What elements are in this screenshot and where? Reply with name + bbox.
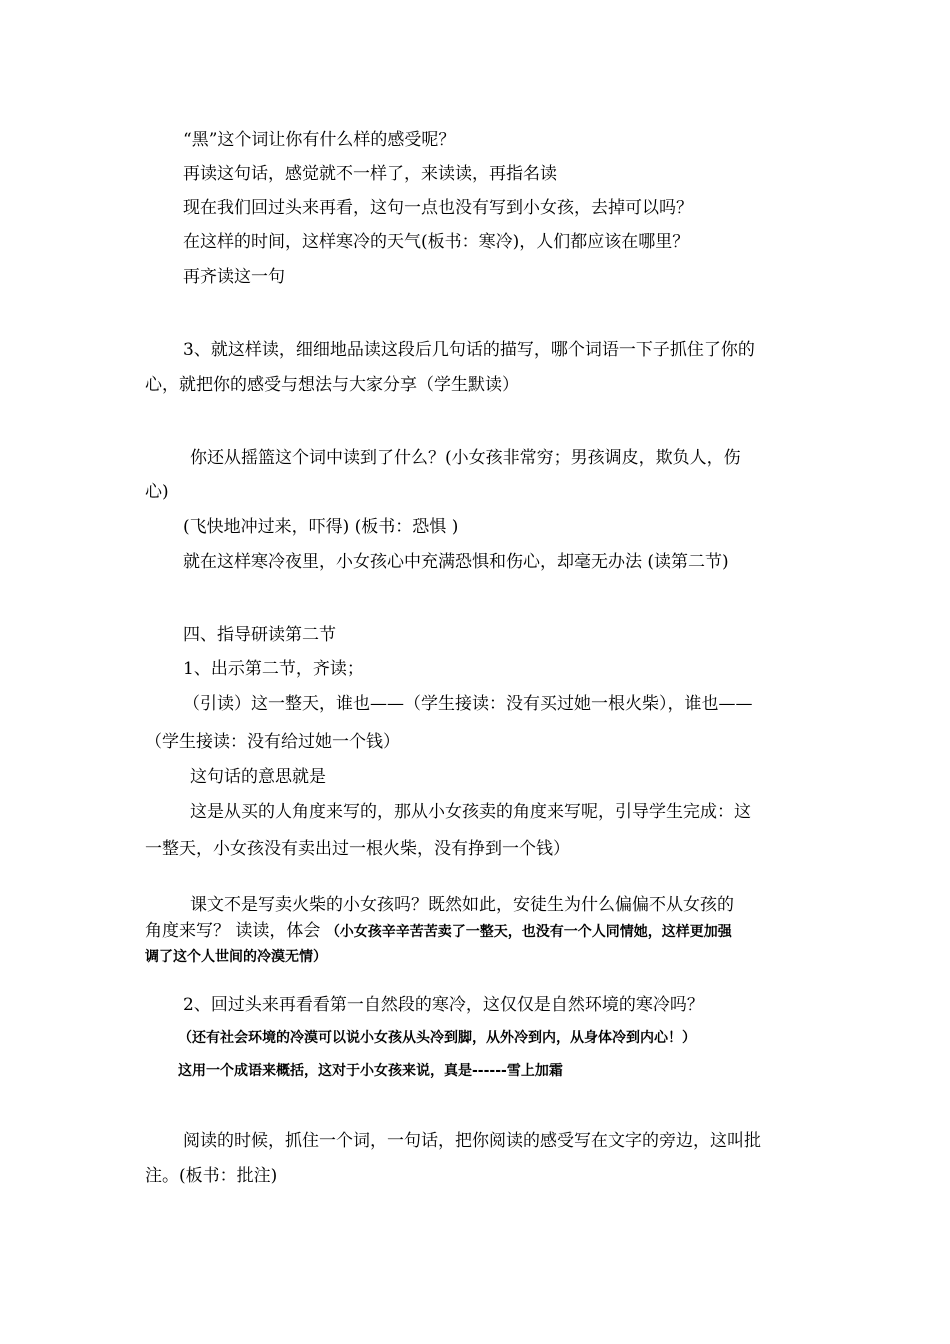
text-line xyxy=(145,920,732,943)
text-line: 这句话的意思就是 xyxy=(190,767,326,787)
text-line: 这是从买的人角度来写的，那从小女孩卖的角度来写呢，引导学生完成：这 xyxy=(190,802,751,822)
text-line: 这用一个成语来概括，这对于小女孩来说，真是------雪上加霜 xyxy=(178,1063,563,1079)
text-line: (飞快地冲过来，吓得) (板书：恐惧 ) xyxy=(183,517,459,537)
text-line: 心) xyxy=(145,482,169,502)
text-line: 一整天，小女孩没有卖出过一根火柴，没有挣到一个钱） xyxy=(145,839,570,859)
text-line: 再读这句话，感觉就不一样了，来读读，再指名读 xyxy=(183,164,557,184)
text-line: 就在这样寒冷夜里，小女孩心中充满恐惧和伤心，却毫无办法 (读第二节) xyxy=(183,552,729,572)
text-line: （引读）这一整天，谁也——（学生接读：没有买过她一根火柴），谁也—— xyxy=(183,694,753,714)
text-line: 你还从摇篮这个词中读到了什么？(小女孩非常穷；男孩调皮，欺负人，伤 xyxy=(190,448,741,468)
text-line: 2、回过头来再看看第一自然段的寒冷，这仅仅是自然环境的寒冷吗？ xyxy=(183,995,704,1015)
text-line: （学生接读：没有给过她一个钱） xyxy=(145,732,400,752)
text-line: 调了这个人世间的冷漠无情） xyxy=(145,949,327,965)
text-line: 课文不是写卖火柴的小女孩吗？既然如此，安徒生为什么偏偏不从女孩的 xyxy=(190,895,734,915)
text-line: 3、就这样读，细细地品读这段后几句话的描写，哪个词语一下子抓住了你的 xyxy=(183,340,755,360)
text-line: 阅读的时候，抓住一个词，一句话，把你阅读的感受写在文字的旁边，这叫批 xyxy=(183,1131,761,1151)
text-line: 1、出示第二节，齐读； xyxy=(183,659,364,679)
text-line: “黑”这个词让你有什么样的感受呢？ xyxy=(183,130,456,150)
section-heading: 四、指导研读第二节 xyxy=(183,625,336,645)
text-line: 再齐读这一句 xyxy=(183,267,285,287)
text-line: 心，就把你的感受与想法与大家分享（学生默读） xyxy=(145,375,519,395)
text-line: 在这样的时间，这样寒冷的天气(板书：寒冷)，人们都应该在哪里？ xyxy=(183,232,690,252)
text-line: 注。(板书：批注) xyxy=(145,1166,278,1186)
text-segment: 角度来写？ 读读，体会 xyxy=(145,921,326,941)
text-line: （还有社会环境的冷漠可以说小女孩从头冷到脚，从外冷到内，从身体冷到内心！） xyxy=(178,1030,696,1046)
text-line: 现在我们回过头来再看，这句一点也没有写到小女孩，去掉可以吗？ xyxy=(183,198,693,218)
text-segment-bold: （小女孩辛辛苦苦卖了一整天，也没有一个人同情她，这样更加强 xyxy=(325,924,732,940)
